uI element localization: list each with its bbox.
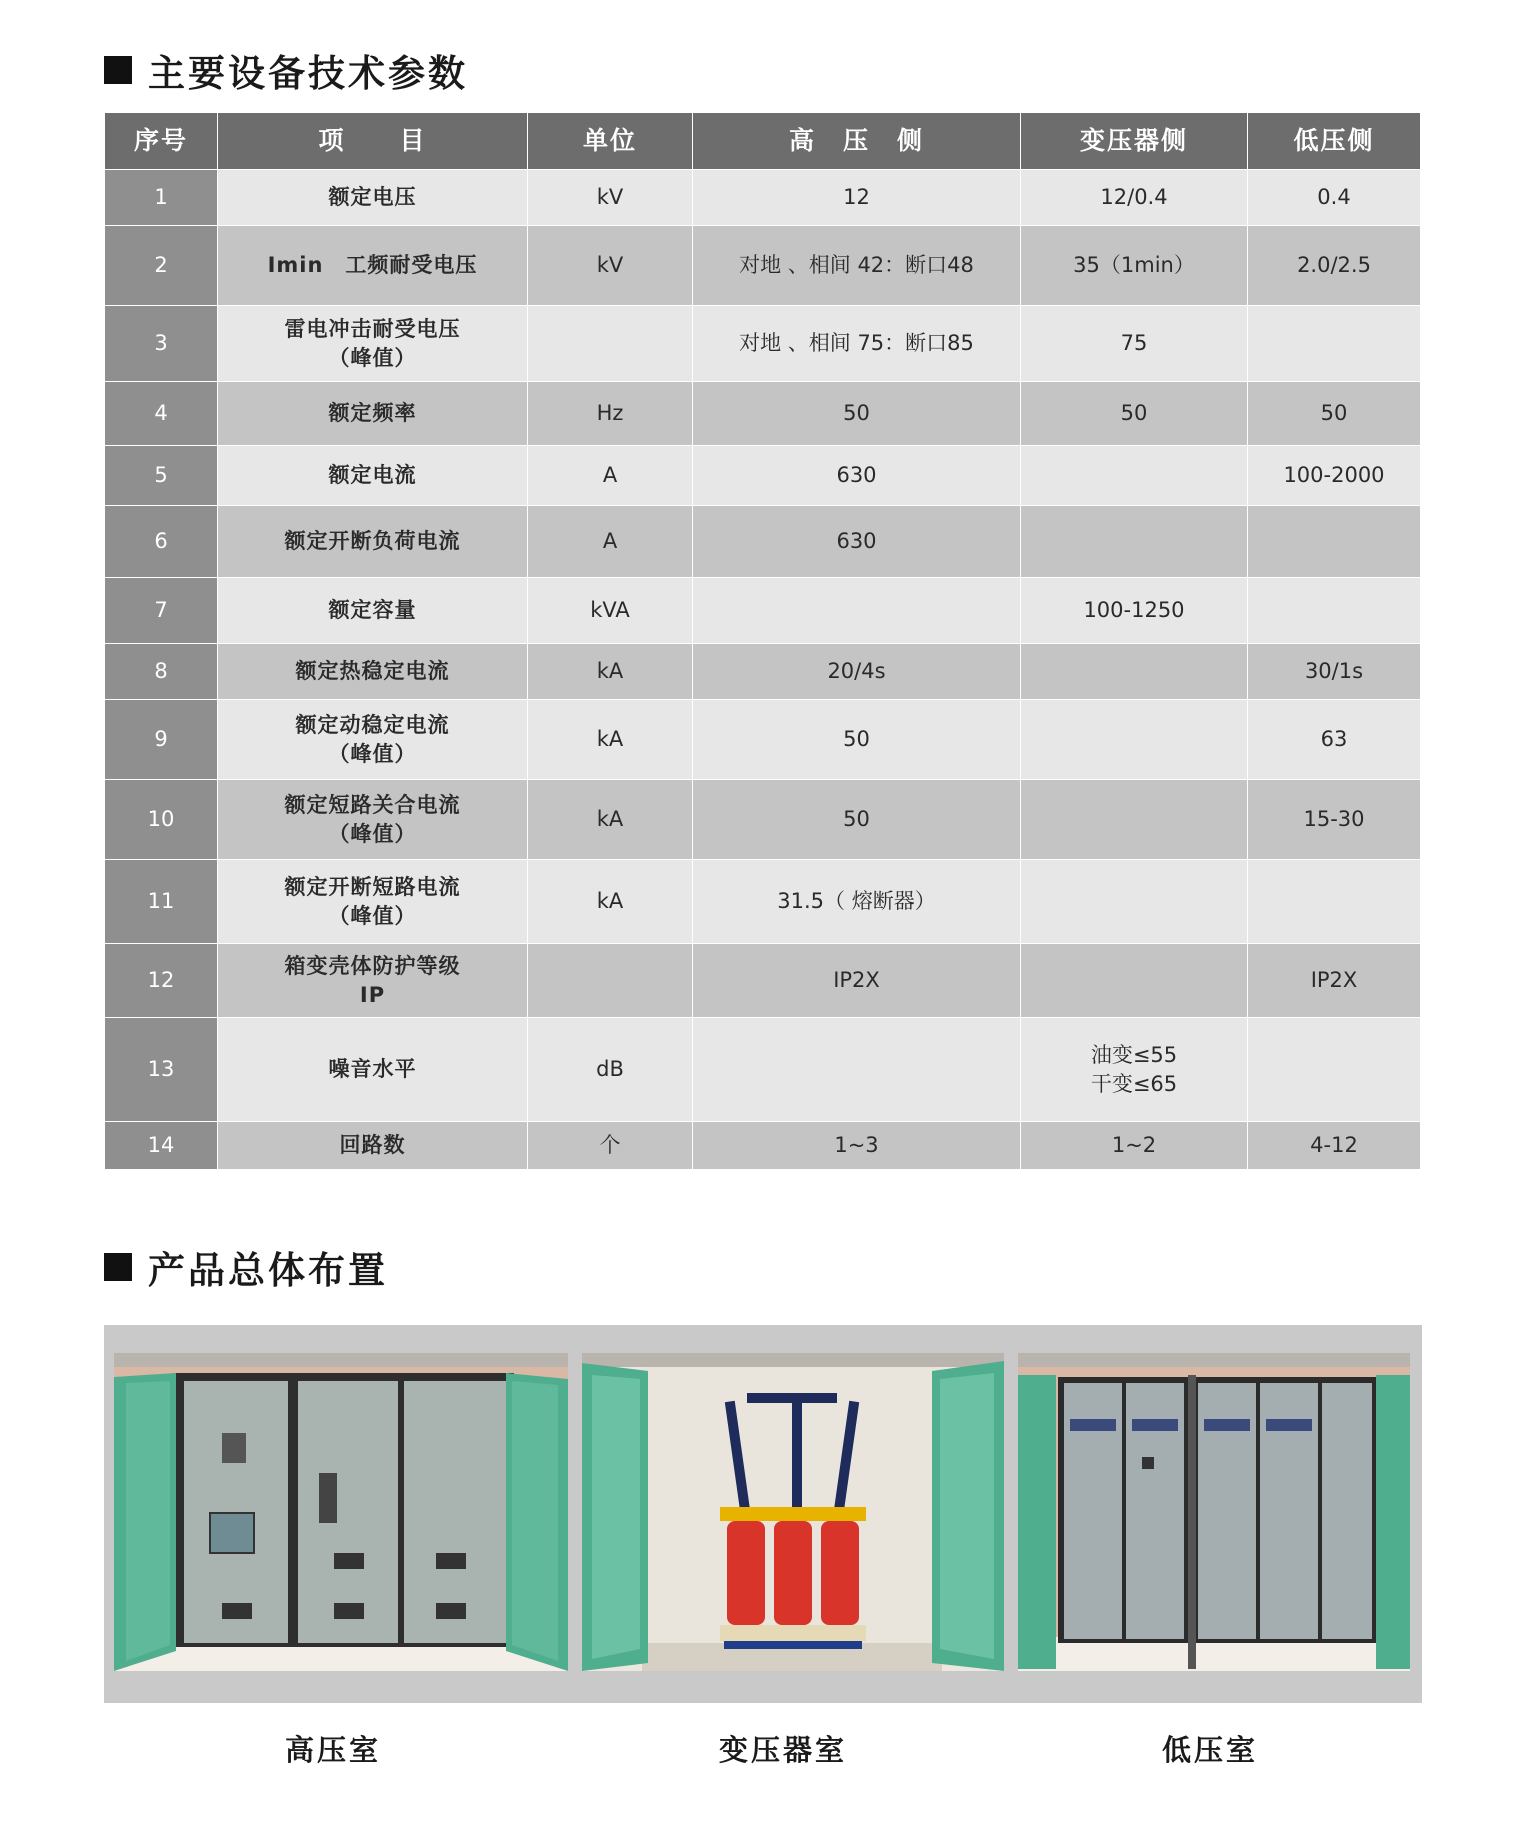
cell-transformer [1021,170,1248,226]
cell-no: 4 [105,382,218,446]
cell-lv [1248,860,1421,944]
cell-transformer [1021,1018,1248,1122]
cell-lv [1248,226,1421,306]
cell-item-line: 额定动稳定电流 [295,713,450,738]
cell-no: 1 [105,170,218,226]
cell-lv-line: 15-30 [1303,807,1365,832]
cell-transformer [1021,446,1248,506]
cell-hv-line: 630 [836,529,877,554]
cell-hv [693,382,1021,446]
cell-item-line: （峰值） [328,741,417,766]
cell-lv-line: 63 [1320,727,1348,752]
section-title-layout [104,1245,388,1292]
photo-high-voltage-room [114,1353,568,1671]
cell-no: 6 [105,506,218,578]
table-row [105,860,1421,944]
cell-transformer [1021,506,1248,578]
cell-no: 10 [105,780,218,860]
cell-lv-line: 100-2000 [1283,463,1385,488]
caption-low-voltage-room: 低压室 [1161,1733,1258,1767]
cell-unit: kA [528,644,693,700]
cell-lv [1248,306,1421,382]
table-row [105,700,1421,780]
cell-hv [693,226,1021,306]
cell-hv [693,170,1021,226]
cell-transformer [1021,1122,1248,1170]
cell-lv [1248,578,1421,644]
table-row [105,170,1421,226]
cell-hv [693,1122,1021,1170]
cell-transformer [1021,578,1248,644]
spec-table [104,112,1421,1170]
cell-no: 7 [105,578,218,644]
section-title-specs [104,48,468,95]
header-hv: 高 压 侧 [693,113,1021,170]
cell-no: 9 [105,700,218,780]
cell-unit: 个 [528,1122,693,1170]
cell-transformer-line: 1~2 [1111,1133,1157,1158]
cell-transformer-line: 油变≤55 [1090,1043,1178,1068]
cell-unit [528,306,693,382]
transformer-illustration [582,1353,1004,1671]
cell-item [218,446,528,506]
cell-unit: kV [528,226,693,306]
low-voltage-cabinet-illustration [1018,1353,1410,1671]
table-row [105,1018,1421,1122]
cell-unit: kV [528,170,693,226]
cell-hv [693,860,1021,944]
cell-transformer-line: 干变≤65 [1090,1071,1178,1096]
cell-no: 2 [105,226,218,306]
table-row [105,382,1421,446]
cell-transformer [1021,700,1248,780]
cell-item-line: 箱变壳体防护等级 [284,954,461,979]
cell-item [218,944,528,1018]
header-transformer: 变压器侧 [1021,113,1248,170]
cell-lv-line: 30/1s [1304,659,1364,684]
section-title-text: 主要设备技术参数 [148,52,468,95]
cell-unit: Hz [528,382,693,446]
cell-hv-line: 12 [843,185,870,210]
cell-no: 11 [105,860,218,944]
cell-item [218,644,528,700]
table-row [105,644,1421,700]
cell-hv-line: 630 [836,463,877,488]
cell-hv [693,306,1021,382]
cell-lv [1248,944,1421,1018]
table-row [105,944,1421,1018]
cell-hv [693,446,1021,506]
cell-hv [693,944,1021,1018]
cell-hv [693,700,1021,780]
cell-item-line: IP [359,982,386,1007]
cell-lv [1248,644,1421,700]
cell-item-line: 额定频率 [328,401,417,426]
caption-transformer-room: 变压器室 [718,1733,847,1767]
cell-unit [528,944,693,1018]
cell-transformer [1021,382,1248,446]
table-row [105,780,1421,860]
high-voltage-cabinet-illustration [114,1353,568,1671]
cell-unit: kA [528,860,693,944]
table-header-row [105,113,1421,170]
cell-lv [1248,446,1421,506]
table-row [105,226,1421,306]
cell-unit: kVA [528,578,693,644]
cell-item-line: 额定电压 [328,185,417,210]
cell-item [218,306,528,382]
cell-transformer [1021,860,1248,944]
cell-item-line: （峰值） [328,903,417,928]
cell-hv-line: 50 [843,807,870,832]
cell-item [218,1018,528,1122]
cell-transformer [1021,944,1248,1018]
cell-lv [1248,382,1421,446]
cell-transformer [1021,780,1248,860]
table-row [105,446,1421,506]
cell-item-line: 额定容量 [328,598,417,623]
table-row [105,1122,1421,1170]
table-row [105,578,1421,644]
cell-hv [693,506,1021,578]
section-title-text: 产品总体布置 [148,1249,388,1292]
cell-no: 14 [105,1122,218,1170]
product-gallery [104,1325,1422,1703]
cell-item-line: 回路数 [339,1133,406,1158]
cell-item [218,506,528,578]
cell-item-line: 额定开断负荷电流 [284,529,461,554]
cell-no: 13 [105,1018,218,1122]
photo-transformer-room [582,1353,1004,1671]
cell-item-line: 额定开断短路电流 [284,875,461,900]
cell-no: 12 [105,944,218,1018]
cell-item-line: 额定热稳定电流 [295,659,450,684]
cell-item [218,170,528,226]
cell-transformer-line: 12/0.4 [1100,185,1168,210]
header-lv: 低压侧 [1248,113,1421,170]
cell-hv [693,578,1021,644]
cell-lv [1248,506,1421,578]
cell-lv [1248,170,1421,226]
cell-lv-line: IP2X [1310,968,1358,993]
cell-no: 5 [105,446,218,506]
cell-lv [1248,1122,1421,1170]
cell-item-line: 额定短路关合电流 [284,793,461,818]
cell-item-line: （峰值） [328,345,417,370]
cell-item-line: Imin 工频耐受电压 [267,253,478,278]
photo-low-voltage-room [1018,1353,1410,1671]
cell-hv-line: 对地 、相间 75：断口85 [739,331,974,356]
cell-unit: kA [528,780,693,860]
cell-unit: A [528,506,693,578]
cell-hv [693,1018,1021,1122]
cell-lv-line: 0.4 [1317,185,1351,210]
cell-transformer [1021,306,1248,382]
cell-item-line: 额定电流 [328,463,417,488]
cell-unit: kA [528,700,693,780]
header-no: 序号 [105,113,218,170]
header-unit: 单位 [528,113,693,170]
cell-unit: A [528,446,693,506]
cell-item-line: 噪音水平 [328,1057,417,1082]
cell-lv [1248,1018,1421,1122]
cell-lv-line: 2.0/2.5 [1297,253,1371,278]
cell-hv [693,644,1021,700]
cell-item [218,382,528,446]
cell-transformer-line: 100-1250 [1083,598,1185,623]
cell-no: 3 [105,306,218,382]
cell-unit: dB [528,1018,693,1122]
cell-item-line: （峰值） [328,821,417,846]
cell-transformer-line: 75 [1120,331,1148,356]
cell-item [218,700,528,780]
cell-hv-line: 对地 、相间 42：断口48 [739,253,974,278]
cell-hv-line: 50 [843,727,870,752]
cell-hv-line: 31.5（ 熔断器） [777,889,936,914]
cell-lv [1248,700,1421,780]
cell-item [218,780,528,860]
table-row [105,306,1421,382]
cell-hv [693,780,1021,860]
cell-no: 8 [105,644,218,700]
square-bullet-icon [104,56,132,84]
cell-item [218,578,528,644]
cell-hv-line: 50 [843,401,870,426]
cell-item [218,860,528,944]
cell-item [218,226,528,306]
cell-transformer [1021,226,1248,306]
square-bullet-icon [104,1253,132,1281]
cell-item-line: 雷电冲击耐受电压 [284,317,461,342]
cell-transformer [1021,644,1248,700]
cell-lv-line: 4-12 [1310,1133,1358,1158]
caption-high-voltage-room: 高压室 [284,1733,381,1767]
cell-hv-line: 20/4s [827,659,886,684]
header-item: 项 目 [218,113,528,170]
cell-transformer-line: 35（1min） [1073,253,1195,278]
cell-transformer-line: 50 [1120,401,1148,426]
cell-lv [1248,780,1421,860]
cell-item [218,1122,528,1170]
table-row [105,506,1421,578]
cell-hv-line: 1~3 [834,1133,879,1158]
cell-hv-line: IP2X [833,968,880,993]
cell-lv-line: 50 [1320,401,1348,426]
